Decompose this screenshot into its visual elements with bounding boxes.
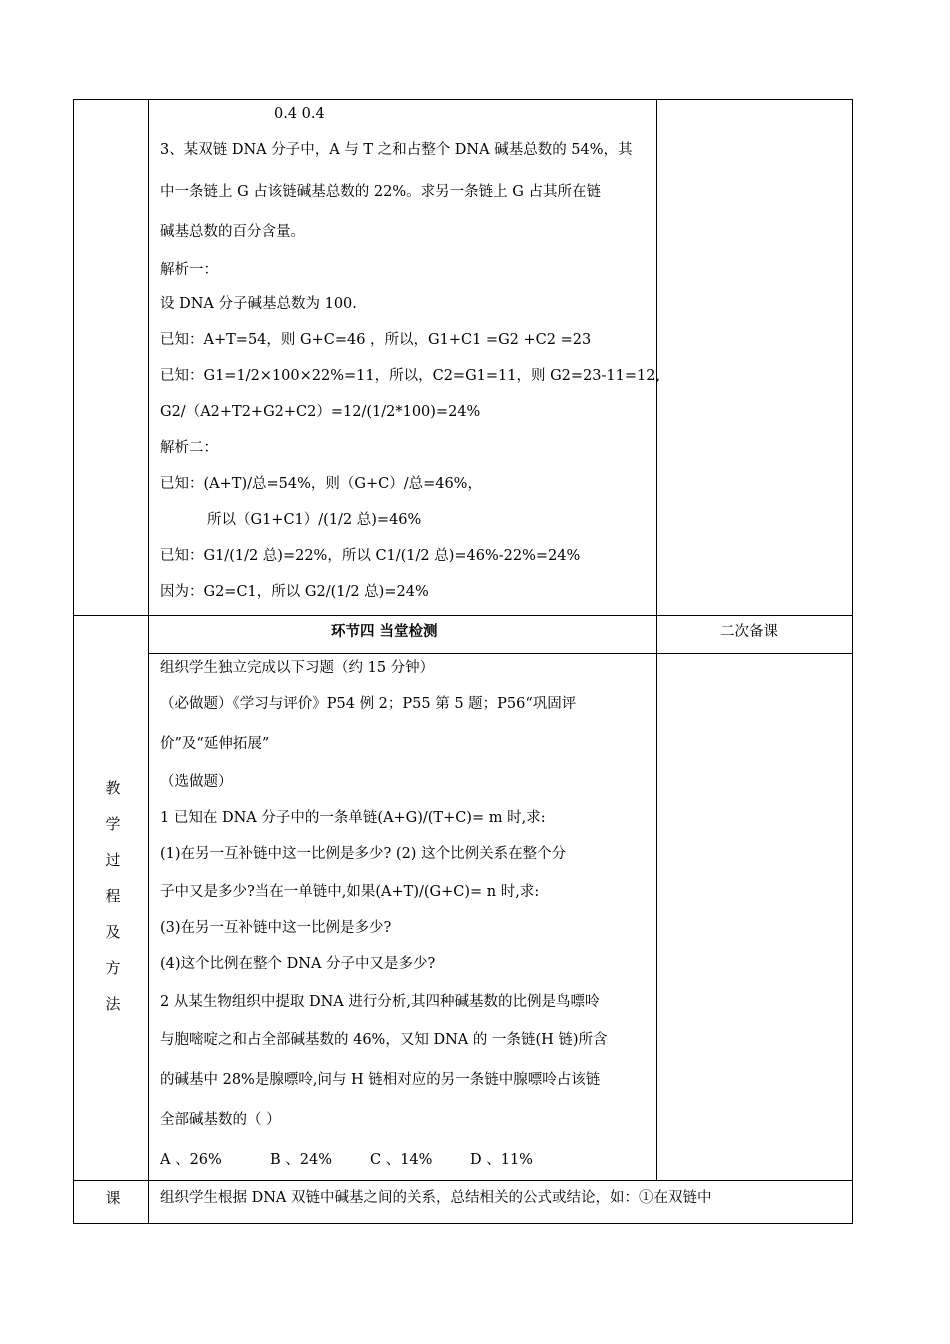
option-b: B 、24% [270,1152,332,1168]
top-line-3: 碱基总数的百分含量。 [160,224,305,240]
table-bottom-border [73,1223,853,1224]
section-line-7: (3)在另一互补链中这一比例是多少? [160,920,392,936]
column-divider-1 [148,99,149,1224]
section-line-1: （必做题）《学习与评价》P54 例 2；P55 第 5 题；P56“巩固评 [160,696,577,712]
table-top-border [73,99,853,100]
section-line-10: 与胞嘧啶之和占全部碱基数的 46%，又知 DNA 的 一条链(H 链)所含 [160,1032,608,1048]
top-line-0: 0.4 0.4 [274,106,325,122]
left-label-char-4: 及 [105,923,121,941]
bottom-line: 组织学生根据 DNA 双链中碱基之间的关系，总结相关的公式或结论，如：①在双链中 [160,1190,712,1206]
section-header: 环节四 当堂检测 [331,623,438,640]
top-line-12: 已知：G1/(1/2 总)=22%，所以 C1/(1/2 总)=46%-22%=24% [160,548,581,564]
top-line-8: G2/（A2+T2+G2+C2）=12/(1/2*100)=24% [160,404,481,420]
top-line-4: 解析一： [160,262,218,278]
top-line-13: 因为：G2=C1，所以 G2/(1/2 总)=24% [160,584,429,600]
bottom-left-label: 课 [105,1189,121,1207]
section-line-0: 组织学生独立完成以下习题（约 15 分钟） [160,660,435,676]
option-a: A 、26% [160,1152,222,1168]
side-header: 二次备课 [720,624,778,640]
top-line-1: 3、某双链 DNA 分子中，A 与 T 之和占整个 DNA 碱基总数的 54%，其 [160,142,633,158]
table-right-border [852,99,853,1224]
top-line-11: 所以（G1+C1）/(1/2 总)=46% [207,512,422,528]
section-line-2: 价”及“延伸拓展” [160,736,270,752]
table-left-border [73,99,74,1224]
row-divider-1 [73,615,853,616]
section-line-12: 全部碱基数的（ ） [160,1112,281,1128]
top-line-2: 中一条链上 G 占该链碱基总数的 22%。求另一条链上 G 占其所在链 [160,184,601,200]
top-line-9: 解析二： [160,440,218,456]
section-line-8: (4)这个比例在整个 DNA 分子中又是多少? [160,956,436,972]
section-line-3: （选做题） [160,774,233,790]
row-divider-3 [73,1180,853,1181]
section-line-11: 的碱基中 28%是腺嘌呤,问与 H 链相对应的另一条链中腺嘌呤占该链 [160,1072,601,1088]
left-label-char-2: 过 [105,851,121,869]
left-label-char-6: 法 [105,995,121,1013]
column-divider-2 [656,99,657,1181]
left-label-char-3: 程 [105,887,121,905]
top-line-6: 已知：A+T=54，则 G+C=46 ，所以，G1+C1 =G2 +C2 =23 [160,332,592,348]
left-label-char-0: 教 [105,779,121,797]
option-c: C 、14% [370,1152,433,1168]
left-label-char-1: 学 [105,815,121,833]
section-line-6: 子中又是多少?当在一单链中,如果(A+T)/(G+C)= n 时,求: [160,884,540,900]
top-line-7: 已知：G1=1/2×100×22%=11，所以，C2=G1=11，则 G2=23-11=12, [160,368,661,384]
section-line-5: (1)在另一互补链中这一比例是多少? (2) 这个比例关系在整个分 [160,846,567,862]
top-line-10: 已知：(A+T)/总=54%，则（G+C）/总=46%， [160,476,482,492]
row-divider-2 [148,653,853,654]
option-d: D 、11% [470,1152,533,1168]
section-line-4: 1 已知在 DNA 分子中的一条单链(A+G)/(T+C)= m 时,求: [160,810,546,826]
left-label-char-5: 方 [105,959,121,977]
top-line-5: 设 DNA 分子碱基总数为 100. [160,296,357,312]
section-line-9: 2 从某生物组织中提取 DNA 进行分析,其四种碱基数的比例是鸟嘌呤 [160,994,600,1010]
